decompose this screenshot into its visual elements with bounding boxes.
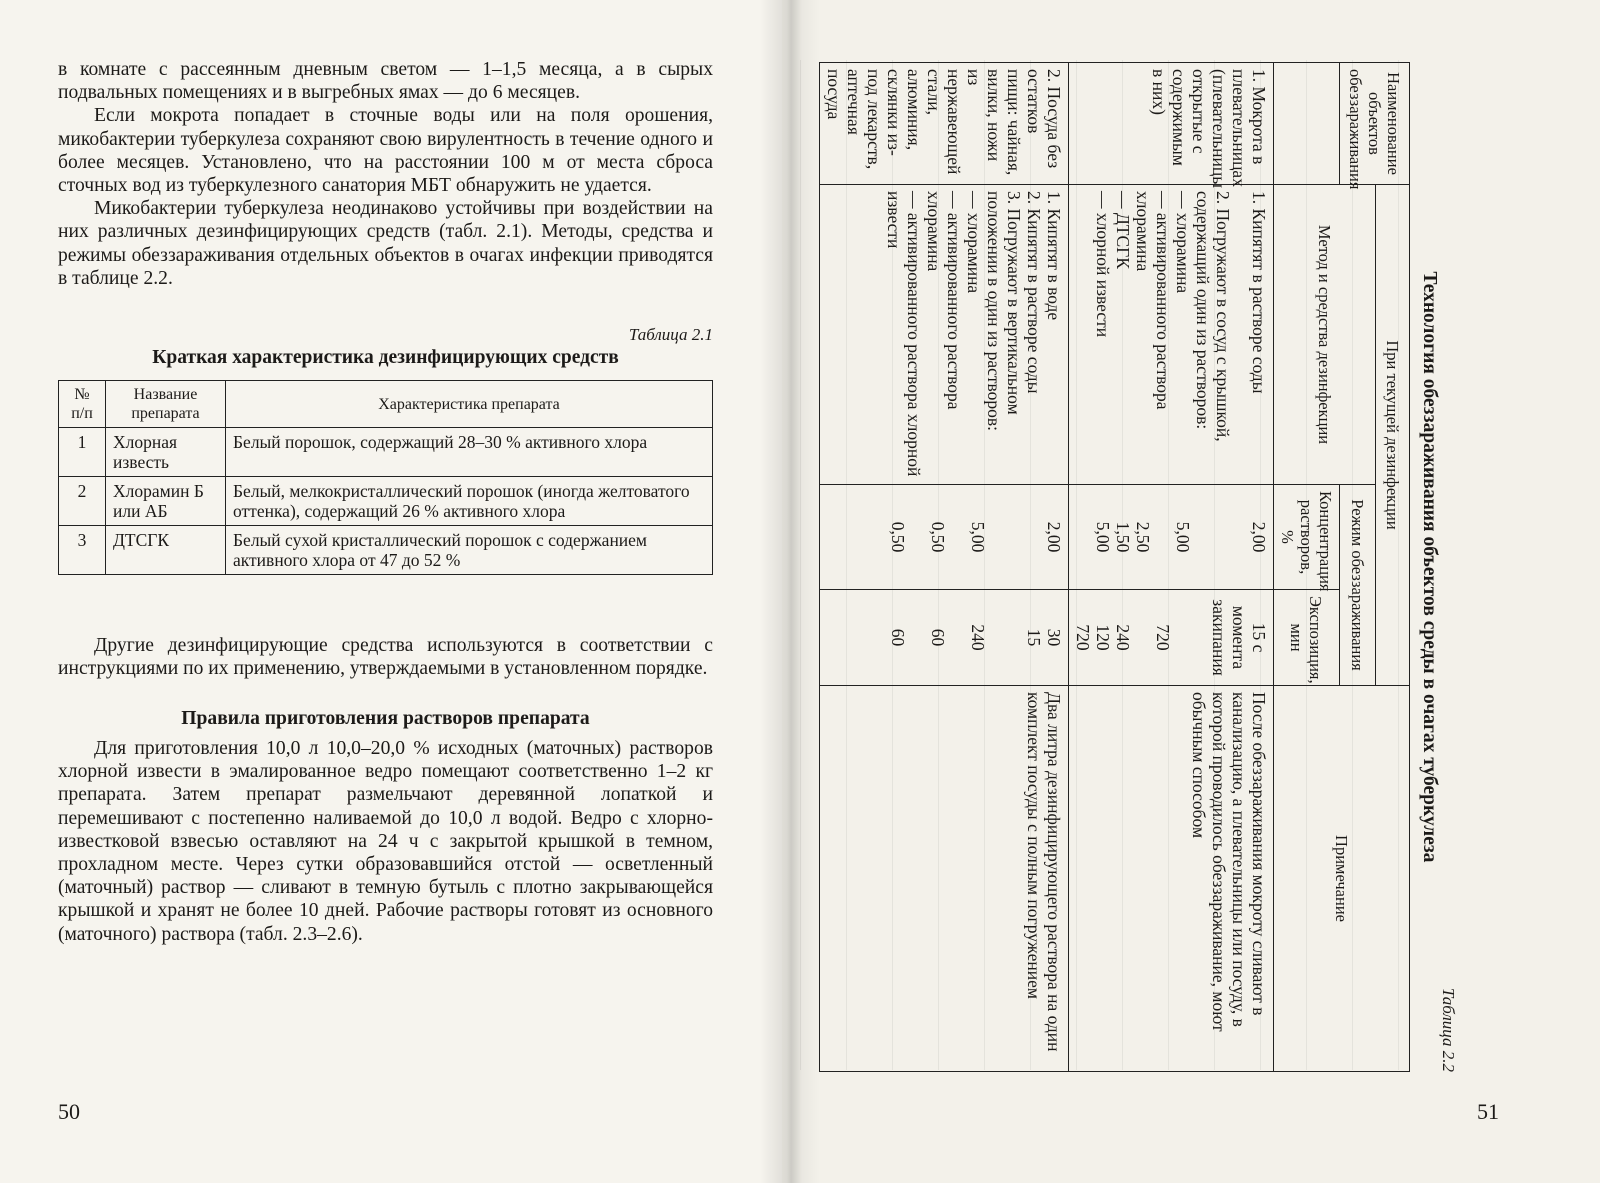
value-line: 0,50 bbox=[928, 521, 948, 553]
method-line: — хлорамина bbox=[964, 191, 984, 294]
value-line: 240 bbox=[1113, 624, 1133, 651]
table-cell: Хлорамин Б или АБ bbox=[106, 477, 226, 526]
table-cell: Хлорная известь bbox=[106, 428, 226, 477]
value-line: 15 с момента закипания bbox=[1209, 599, 1269, 676]
method-line: 2. Погружают в сосуд с крышкой, содержащий один из растворов: bbox=[1193, 191, 1233, 442]
table-caption: Таблица 2.1 bbox=[628, 325, 713, 344]
value-line: 0,50 bbox=[888, 521, 908, 553]
table-cell: 3 bbox=[59, 526, 106, 575]
paragraph: Другие дезинфицирующие средства используются в соответствии с инструкциями по их применению, утверждаемыми в установленном порядке. bbox=[58, 635, 713, 680]
left-section-text bbox=[58, 737, 713, 946]
method-line: — активированного раствора хлорамина bbox=[1133, 191, 1173, 410]
header-cell: Название препарата bbox=[106, 381, 226, 428]
value-line: 2,00 bbox=[1249, 521, 1269, 553]
table-cell bbox=[820, 185, 1069, 485]
value-line: 1,50 bbox=[1113, 521, 1133, 553]
method-line: 2. Кипятят в растворе соды bbox=[1024, 191, 1044, 394]
table-cell: Два литра дезинфицирующего раствора на один комплект посуды с полным погружением bbox=[820, 686, 1069, 1072]
header-cell: Примечание bbox=[1274, 686, 1410, 1072]
table-cell: После обеззараживания мокроту сливают в канализацию, а плевательницы или посуду, в которой проводилось обеззараживание, моют обычным способом bbox=[1069, 686, 1274, 1072]
table-title: Краткая характеристика дезинфицирующих средств bbox=[152, 347, 619, 368]
value-line: 240 bbox=[968, 624, 988, 651]
method-line: 1. Кипятят в воде bbox=[1044, 191, 1064, 321]
table-cell: 2 bbox=[59, 477, 106, 526]
value-line: 720 bbox=[1073, 624, 1093, 651]
table-title: Технология обеззараживания объектов среды в очагах туберкулеза bbox=[1419, 271, 1440, 863]
table-row bbox=[59, 526, 713, 575]
table-header-row bbox=[1376, 63, 1410, 1072]
disinfectants-table bbox=[58, 380, 713, 575]
table-row bbox=[59, 477, 713, 526]
value-line: 2,00 bbox=[1044, 521, 1064, 553]
value-line: 720 bbox=[1153, 624, 1173, 651]
table-row bbox=[820, 63, 1069, 1072]
header-cell: Метод и средства дезинфекции bbox=[1274, 185, 1376, 485]
header-cell: № п/п bbox=[59, 381, 106, 428]
table-cell: Белый порошок, содержащий 28–30 % активного хлора bbox=[226, 428, 713, 477]
value-line: 30 bbox=[1044, 628, 1064, 647]
paragraph: Если мокрота попадает в сточные воды или на поля орошения, микобактерии туберкулеза сохраняют свою вирулентность в течение одного и более месяцев. Установлено, что на расстоянии 100 м от места сброса сточных вод из туберкулезного санатория МБТ обнаружить не удается. bbox=[58, 105, 713, 197]
paragraph: Для приготовления 10,0 л 10,0–20,0 % исходных (маточных) растворов хлорной извести в эмалированное ведро помещают соответственно 1–2 кг препарата. Затем препарат размельчают деревянной лопаткой и перемешивают с постепенно наливаемой до 10,0 л водой. Ведро с хлорно-известковой взвесью оставляют на 24 ч с закрытой крышкой в темном, прохладном месте. Через сутки образовавшийся отстой — осветленный (маточный) раствор — сливают в темную бутыль с плотно закрывающейся крышкой и хранят не более 10 дней. Рабочие растворы готовят из основного (маточного) раствора (табл. 2.3–2.6). bbox=[58, 738, 713, 945]
value-line: 2,50 bbox=[1133, 521, 1153, 553]
table-cell: 1 bbox=[59, 428, 106, 477]
table-cell bbox=[1069, 485, 1274, 590]
table-caption: Таблица 2.2 bbox=[1439, 987, 1458, 1072]
value-line: 5,00 bbox=[968, 521, 988, 553]
paragraph: Микобактерии туберкулеза неодинаково устойчивы при воздействии на них различных дезинфицирующих средств (табл. 2.1). Методы, средства и режимы обеззараживания отдельных объектов в очагах инфекции приводятся в таблице 2.2. bbox=[58, 198, 713, 289]
method-line: — хлорной извести bbox=[1093, 191, 1113, 338]
value-line: 5,00 bbox=[1173, 521, 1193, 553]
table-row bbox=[59, 428, 713, 477]
table-cell bbox=[820, 590, 1069, 686]
header-cell: Концентрация растворов, % bbox=[1274, 485, 1340, 590]
value-line: 60 bbox=[888, 628, 908, 647]
table-cell: 2. Посуда без остатков пищи: чайная, вилки, ножи из нержавеющей стали, алюминия, склянки из-под лекарств, аптечная посуда bbox=[820, 63, 1069, 185]
table-header-row bbox=[59, 381, 713, 428]
table-cell bbox=[820, 485, 1069, 590]
header-cell: Режим обеззараживания bbox=[1340, 485, 1376, 686]
table-cell: ДТСГК bbox=[106, 526, 226, 575]
paragraph: в комнате с рассеянным дневным светом — 1–1,5 месяца, а в сырых подвальных помещениях и в выгребных ямах — до 6 месяцев. bbox=[58, 59, 713, 104]
header-cell: Характеристика препарата bbox=[226, 381, 713, 428]
value-line: 60 bbox=[928, 628, 948, 647]
book-gutter bbox=[760, 0, 820, 1183]
method-line: — ДТСГК bbox=[1113, 191, 1133, 269]
section-title: Правила приготовления растворов препарата bbox=[181, 708, 590, 729]
table-cell: 1. Мокрота в плевательницах (плевательницы открытые с содержимым в них) bbox=[1069, 63, 1274, 185]
table-cell: Белый, мелкокристаллический порошок (иногда желтоватого оттенка), содержащий 26 % активного хлора bbox=[226, 477, 713, 526]
method-line: — хлорамина bbox=[1173, 191, 1193, 294]
disinfection-technology-table bbox=[819, 62, 1410, 1072]
method-line: 3. Погружают в вертикальном положении в один из растворов: bbox=[984, 191, 1024, 432]
left-intro-text bbox=[58, 58, 713, 290]
header-cell bbox=[1274, 63, 1340, 185]
value-line: 120 bbox=[1093, 624, 1113, 651]
value-line: 5,00 bbox=[1093, 521, 1113, 553]
table-cell bbox=[1069, 185, 1274, 485]
header-cell: Экспозиция, мин bbox=[1274, 590, 1340, 686]
table-cell bbox=[1069, 590, 1274, 686]
page-number-right: 51 bbox=[1477, 1099, 1499, 1124]
header-cell: При текущей дезинфекции bbox=[1376, 185, 1410, 686]
method-line: — активированного раствора хлорамина bbox=[924, 191, 964, 410]
table-cell: Белый сухой кристаллический порошок с содержанием активного хлора от 47 до 52 % bbox=[226, 526, 713, 575]
rotated-table-block bbox=[824, 62, 1458, 1072]
value-line: 15 bbox=[1024, 628, 1044, 647]
table-row bbox=[1069, 63, 1274, 1072]
header-cell: Наименование объектов обеззараживания bbox=[1340, 63, 1410, 185]
page-number-left: 50 bbox=[58, 1099, 80, 1124]
method-line: — активированного раствора хлорной извести bbox=[884, 191, 924, 477]
method-line: 1. Кипятят в растворе соды bbox=[1249, 191, 1269, 394]
left-after-table-text bbox=[58, 634, 713, 680]
